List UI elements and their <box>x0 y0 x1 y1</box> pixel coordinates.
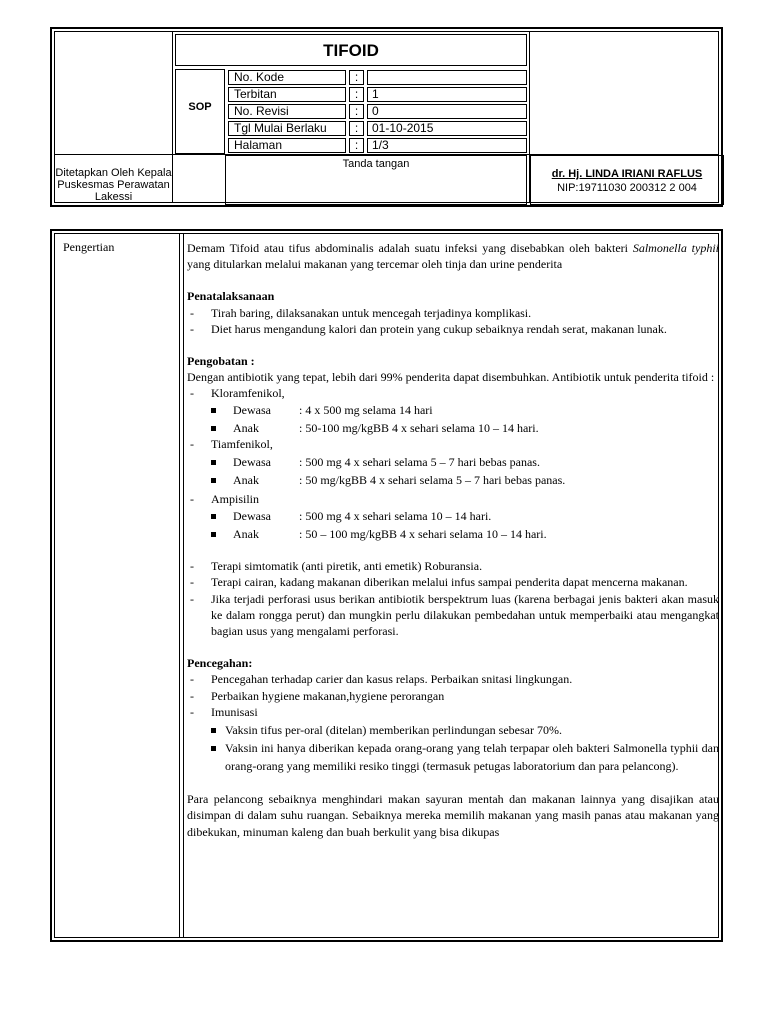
signature-label: Tanda tangan <box>342 158 410 170</box>
dose-item <box>187 508 719 524</box>
dose-text: : 500 mg 4 x sehari selama 5 – 7 hari bebas panas. <box>299 455 540 470</box>
meta-value: 1/3 <box>367 138 527 153</box>
dose-text: : 4 x 500 mg selama 14 hari <box>299 402 433 417</box>
list-item: - Perbaikan hygiene makanan,hygiene perorangan <box>187 688 719 704</box>
definition <box>187 240 719 272</box>
prevention-heading: Pencegahan: <box>187 656 253 671</box>
dose-item <box>187 454 719 470</box>
management-heading: Penatalaksanaan <box>187 289 275 304</box>
meta-value: 01-10-2015 <box>367 121 527 136</box>
list-item: - Pencegahan terhadap carier dan kasus relaps. Perbaikan snitasi lingkungan. <box>187 671 719 687</box>
list-item: - Diet harus mengandung kalori dan protein yang cukup sebaiknya rendah serat, makanan lunak. <box>187 321 719 337</box>
doctor-name: dr. Hj. LINDA IRIANI RAFLUS <box>551 168 703 180</box>
dose-item <box>187 472 719 488</box>
dose-text: : 50-100 mg/kgBB 4 x sehari selama 10 – 14 hari. <box>299 420 539 435</box>
term-body <box>187 240 719 840</box>
document-title: TIFOID <box>323 41 379 60</box>
meta-colon: : <box>349 104 364 119</box>
treatment-intro: Dengan antibiotik yang tepat, lebih dari 99% penderita dapat disembuhkan. Antibiotik untuk penderita tifoid : <box>187 370 715 385</box>
term-label: Pengertian <box>63 240 115 254</box>
meta-colon: : <box>349 87 364 102</box>
issuer-line: Ditetapkan Oleh Kepala <box>55 167 172 179</box>
meta-key: No. Kode <box>228 70 346 85</box>
bacteria-name: Salmonella typhii <box>632 241 719 255</box>
header-divider-left <box>172 32 173 202</box>
vaccine-item <box>187 740 719 775</box>
list-item: - Tirah baring, dilaksanakan untuk mencegah terjadinya komplikasi. <box>187 305 719 321</box>
treatment-heading: Pengobatan : <box>187 354 255 369</box>
square-bullet-icon <box>211 460 216 465</box>
dose-group: Dewasa <box>233 455 271 470</box>
meta-row-kode <box>228 70 527 85</box>
meta-colon: : <box>349 121 364 136</box>
list-item: - Imunisasi <box>187 704 719 720</box>
column-divider <box>179 234 180 937</box>
meta-colon: : <box>349 138 364 153</box>
dose-group: Dewasa <box>233 508 271 523</box>
drug-name: - Tiamfenikol, <box>187 436 719 452</box>
square-bullet-icon <box>211 426 216 431</box>
issuer-line: Puskesmas Perawatan <box>57 179 170 191</box>
dose-group: Dewasa <box>233 402 271 417</box>
meta-row-tgl <box>228 121 527 136</box>
dose-item <box>187 402 719 418</box>
sop-box <box>175 69 225 154</box>
meta-value: 0 <box>367 104 527 119</box>
vaccine-text: Vaksin tifus per-oral (ditelan) memberikan perlindungan sebesar 70%. <box>225 723 562 738</box>
vaccine-text: Vaksin ini hanya diberikan kepada orang-orang yang telah terpapar oleh bakteri Salmonella typhii dan orang-orang yang memiliki resiko tinggi (termasuk petugas laboratorium dan para pelancong). <box>225 741 719 773</box>
list-item: - Terapi cairan, kadang makanan diberikan melalui infus sampai penderita dapat mencerna makanan. <box>187 574 719 590</box>
content-frame <box>54 233 719 938</box>
meta-value <box>367 70 527 85</box>
definition-text: yang ditularkan melalui makanan yang tercemar oleh tinja dan urine penderita <box>187 257 563 272</box>
meta-key: No. Revisi <box>228 104 346 119</box>
square-bullet-icon <box>211 728 216 733</box>
square-bullet-icon <box>211 408 216 413</box>
issuer-block <box>55 167 172 203</box>
dose-text: : 500 mg 4 x sehari selama 10 – 14 hari. <box>299 508 492 523</box>
doctor-box <box>530 155 724 205</box>
drug-name: - Kloramfenikol, <box>187 385 719 401</box>
sop-label: SOP <box>188 101 212 113</box>
square-bullet-icon <box>211 514 216 519</box>
meta-row-halaman <box>228 138 527 153</box>
dose-group: Anak <box>233 420 259 435</box>
sop-header <box>50 27 723 207</box>
meta-key: Terbitan <box>228 87 346 102</box>
signature-box <box>225 155 527 205</box>
meta-row-revisi <box>228 104 527 119</box>
doctor-nip: NIP:19711030 200312 2 004 <box>557 182 697 194</box>
meta-row-terbitan <box>228 87 527 102</box>
vaccine-item <box>187 722 719 738</box>
column-divider-inner <box>183 234 184 937</box>
issuer-line: Lakessi <box>94 191 133 203</box>
square-bullet-icon <box>211 746 216 751</box>
dose-text: : 50 mg/kgBB 4 x sehari selama 5 – 7 hari bebas panas. <box>299 473 566 488</box>
meta-value: 1 <box>367 87 527 102</box>
list-item: - Terapi simtomatik (anti piretik, anti emetik) Roburansia. <box>187 558 719 574</box>
drug-name: - Ampisilin <box>187 491 719 507</box>
sop-content <box>50 229 723 942</box>
meta-colon: : <box>349 70 364 85</box>
square-bullet-icon <box>211 478 216 483</box>
list-item: - Jika terjadi perforasi usus berikan antibiotik berspektrum luas (karena berbagai jenis bakteri akan masuk ke dalam rongga perut) dan mungkin perlu dilakukan pembedahan untuk memperbaiki atau mengangkat bagian usus yang mengalami perforasi. <box>187 591 719 640</box>
square-bullet-icon <box>211 532 216 537</box>
definition-text: Demam Tifoid atau tifus abdominalis adalah suatu infeksi yang disebabkan oleh bakteri <box>187 241 633 255</box>
closing-paragraph: Para pelancong sebaiknya menghindari makan sayuran mentah dan makanan lainnya yang disajikan atau disimpan di dalam suhu ruangan. Sebaiknya mereka memilih makanan yang masih panas atau makanan yang dibekukan, minuman kaleng dan buah berkulit yang bisa dikupas <box>187 792 719 839</box>
dose-item <box>187 526 719 542</box>
dose-group: Anak <box>233 527 259 542</box>
header-frame <box>54 31 719 203</box>
dose-group: Anak <box>233 473 259 488</box>
meta-key: Halaman <box>228 138 346 153</box>
meta-key: Tgl Mulai Berlaku <box>228 121 346 136</box>
title-box <box>175 34 527 66</box>
dose-item <box>187 420 719 436</box>
dose-text: : 50 – 100 mg/kgBB 4 x sehari selama 10 – 14 hari. <box>299 527 547 542</box>
